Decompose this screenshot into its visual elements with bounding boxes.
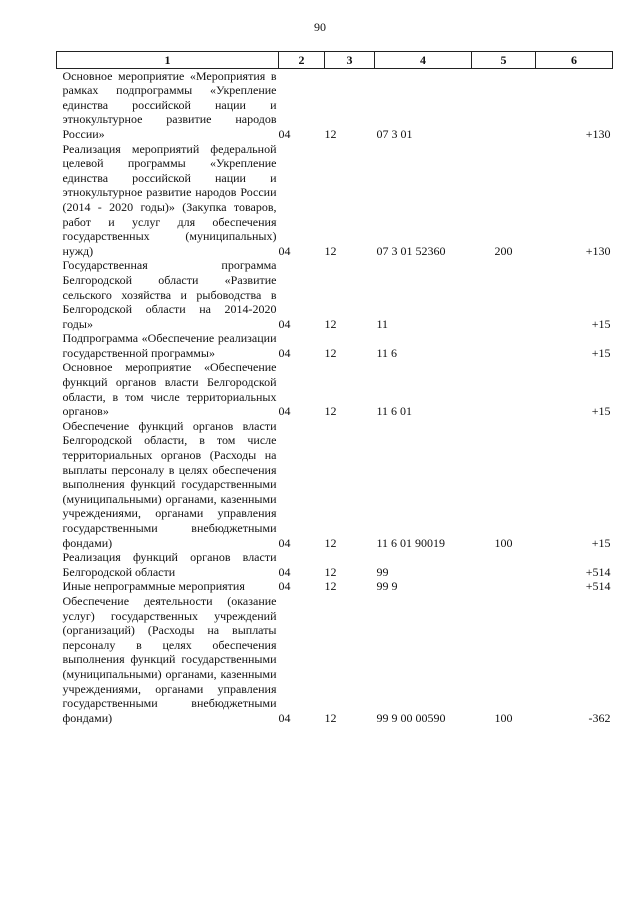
row-target-code: 11 6 01 90019 [376,535,446,550]
row-subsection: 12 [324,535,337,550]
row-expense-type [472,68,536,141]
row-section: 04 [278,404,291,419]
column-header: 3 [325,52,375,69]
row-expense-type: 100 [494,535,513,550]
page-number: 90 [314,20,326,34]
row-target-code: 07 3 01 [376,126,413,141]
row-subsection: 12 [324,564,337,579]
row-expense-type [472,550,536,579]
row-expense-type [472,331,536,360]
row-section: 04 [278,243,291,258]
row-expense-type [472,258,536,331]
row-amount: +514 [585,579,611,594]
row-name: Основное мероприятие «Мероприятия в рамках подпрограммы «Укрепление единства российской нации и этнокультурное развитие народов России» [62,68,277,141]
row-target-code: 99 9 [376,579,398,594]
column-header: 6 [536,52,613,69]
row-subsection: 12 [324,243,337,258]
column-header: 4 [375,52,472,69]
row-expense-type: 100 [494,710,513,725]
row-section: 04 [278,345,291,360]
row-name: Государственная программа Белгородской области «Развитие сельского хозяйства и рыбоводства в Белгородской области на 2014-2020 годы» [62,258,277,331]
row-target-code: 11 6 01 [376,404,413,419]
column-header: 5 [472,52,536,69]
row-target-code: 07 3 01 52360 [376,243,446,258]
table-row [57,594,613,725]
row-name: Подпрограмма «Обеспечение реализации государственной программы» [62,331,277,360]
row-amount: +130 [585,126,611,141]
row-amount: +130 [585,243,611,258]
budget-table [56,51,613,725]
table-row [57,579,613,594]
column-header: 1 [57,52,279,69]
row-name: Реализация мероприятий федеральной целевой программы «Укрепление единства российской нации и этнокультурное развитие народов России (2014 - 2020 годы)» (Закупка товаров, работ и услуг для обеспечения государственных (муниципальных) нужд) [62,141,277,258]
row-amount: +514 [585,564,611,579]
row-subsection: 12 [324,404,337,419]
table-header-row [57,52,613,69]
row-name: Основное мероприятие «Обеспечение функций органов власти Белгородской области, в том числе территориальных органов» [62,360,277,419]
row-target-code: 11 6 [376,345,398,360]
row-subsection: 12 [324,126,337,141]
row-amount: +15 [591,345,611,360]
row-name: Обеспечение деятельности (оказание услуг) государственных учреждений (организаций) (Расходы на выплаты персоналу в целях обеспечения выполнения функций государственными (муниципальными) органами, казенными учреждениями, органами управления государственными внебюджетными фондами) [62,593,277,725]
row-amount: +15 [591,404,611,419]
row-section: 04 [278,579,291,594]
table-row [57,142,613,259]
row-subsection: 12 [324,579,337,594]
row-target-code: 99 9 00 00590 [376,710,446,725]
table-row [57,550,613,579]
table-row [57,419,613,550]
row-expense-type [472,579,536,594]
row-expense-type [472,360,536,418]
row-name: Иные непрограммные мероприятия [62,579,245,594]
table-row [57,258,613,331]
table-row [57,68,613,141]
row-target-code: 99 [376,564,389,579]
row-name: Обеспечение функций органов власти Белгородской области, в том числе территориальных органов (Расходы на выплаты персоналу в целях обеспечения выполнения функций государственными (муниципальными) органами, казенными учреждениями, органами управления государственными внебюджетными фондами) [62,418,277,550]
row-subsection: 12 [324,316,337,331]
row-section: 04 [278,535,291,550]
row-name: Реализация функций органов власти Белгородской области [62,550,277,579]
row-section: 04 [278,710,291,725]
row-section: 04 [278,564,291,579]
row-subsection: 12 [324,345,337,360]
table-row [57,360,613,418]
column-header: 2 [279,52,325,69]
row-section: 04 [278,316,291,331]
row-target-code: 11 [376,316,389,331]
row-section: 04 [278,126,291,141]
row-amount: +15 [591,316,611,331]
row-expense-type: 200 [494,243,513,258]
row-amount: -362 [588,710,611,725]
row-amount: +15 [591,535,611,550]
row-subsection: 12 [324,710,337,725]
table-row [57,331,613,360]
